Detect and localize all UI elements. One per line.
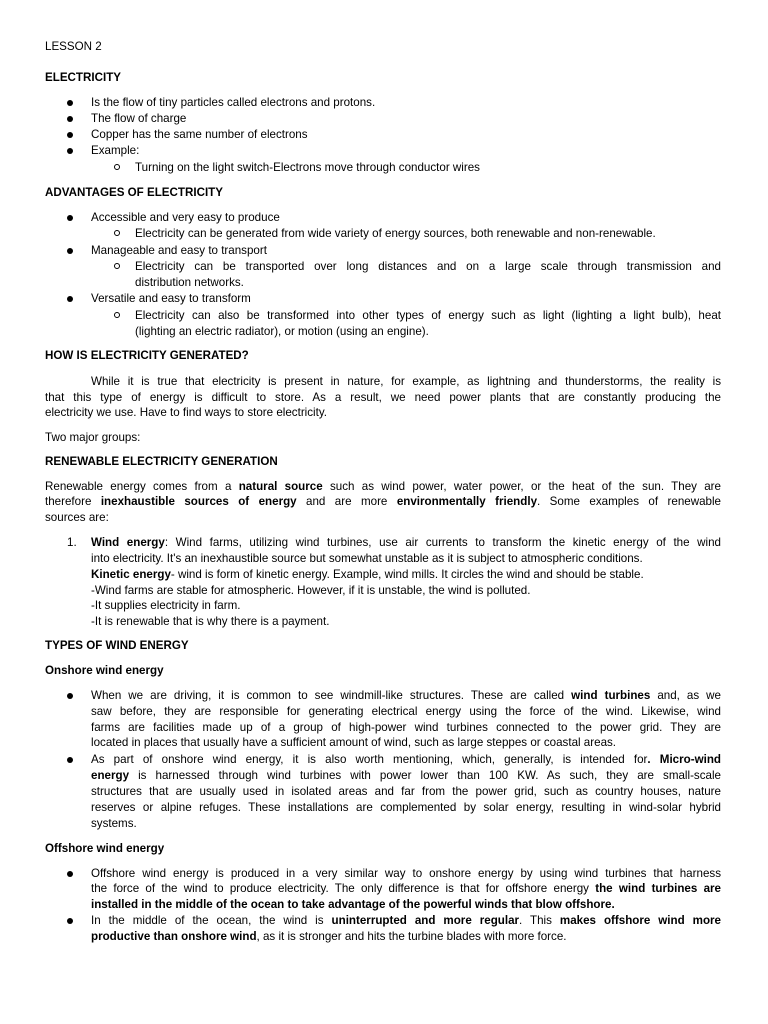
wind-energy-line: into electricity. It's an inexhaustible source but somewhat unstable as it is subject to atmospheric conditions. xyxy=(91,552,643,565)
lesson-label: LESSON 2 xyxy=(45,40,102,53)
sub-list-item: distribution networks. xyxy=(135,276,244,289)
list-number: 1. xyxy=(67,536,77,549)
list-item: Accessible and very easy to produce xyxy=(91,211,280,224)
paragraph-line: reserves or alpine refuges. These installations are complemented by solar energy, resulting in wind-solar hybrid xyxy=(91,801,721,814)
circle-bullet-icon xyxy=(114,312,120,318)
note-line: -It supplies electricity in farm. xyxy=(91,599,241,612)
advantages-heading: ADVANTAGES OF ELECTRICITY xyxy=(45,186,223,199)
sub-list-item: Turning on the light switch-Electrons move through conductor wires xyxy=(135,161,480,174)
renewable-heading: RENEWABLE ELECTRICITY GENERATION xyxy=(45,455,278,468)
list-item: Copper has the same number of electrons xyxy=(91,128,308,141)
list-item: The flow of charge xyxy=(91,112,187,125)
paragraph-line: installed in the middle of the ocean to take advantage of the powerful winds that blow offshore. xyxy=(91,898,615,911)
bullet-icon xyxy=(67,918,73,924)
paragraph-line: systems. xyxy=(91,817,137,830)
list-item: Example: xyxy=(91,144,140,157)
paragraph-line: productive than onshore wind, as it is stronger and hits the turbine blades with more force. xyxy=(91,930,567,943)
bullet-icon xyxy=(67,757,73,763)
groups-label: Two major groups: xyxy=(45,431,141,444)
note-line: -It is renewable that is why there is a payment. xyxy=(91,615,330,628)
paragraph-line: As part of onshore wind energy, it is also worth mentioning, which, generally, is intended for. Micro-wind xyxy=(91,753,721,766)
paragraph-line: located in places that usually have a sufficient amount of wind, such as large steppes or coastal areas. xyxy=(91,736,617,749)
paragraph-line: that this type of energy is difficult to store. As a result, we need power plants that are constantly producing the xyxy=(45,391,721,404)
sub-list-item: Electricity can also be transformed into other types of energy such as light (lighting a light bulb), heat xyxy=(135,309,721,322)
offshore-heading: Offshore wind energy xyxy=(45,842,165,855)
bullet-icon xyxy=(67,296,73,302)
paragraph-line: When we are driving, it is common to see windmill-like structures. These are called wind turbines and, as we xyxy=(91,689,721,702)
types-heading: TYPES OF WIND ENERGY xyxy=(45,639,189,652)
bullet-icon xyxy=(67,215,73,221)
bullet-icon xyxy=(67,116,73,122)
note-line: -Wind farms are stable for atmospheric. However, if it is unstable, the wind is polluted. xyxy=(91,584,531,597)
circle-bullet-icon xyxy=(114,164,120,170)
bullet-icon xyxy=(67,693,73,699)
paragraph-line: farms are facilities made up of a group of high-power wind turbines connected to the power grid. They are xyxy=(91,721,721,734)
paragraph-line: While it is true that electricity is present in nature, for example, as lightning and thunderstorms, the reality is xyxy=(91,375,721,388)
paragraph-line: electricity we use. Have to find ways to store electricity. xyxy=(45,406,328,419)
kinetic-energy-line: Kinetic energy- wind is form of kinetic energy. Example, wind mills. It circles the wind and should be stable. xyxy=(91,568,644,581)
circle-bullet-icon xyxy=(114,263,120,269)
list-item: Manageable and easy to transport xyxy=(91,244,267,257)
paragraph-line: saw before, they are responsible for generating electrical energy using the force of the wind. Likewise, wind xyxy=(91,705,721,718)
sub-list-item: (lighting an electric radiator), or motion (using an engine). xyxy=(135,325,429,338)
paragraph-line: Renewable energy comes from a natural source such as wind power, water power, or the heat of the sun. They are xyxy=(45,480,721,493)
generated-heading: HOW IS ELECTRICITY GENERATED? xyxy=(45,349,249,362)
bullet-icon xyxy=(67,132,73,138)
sub-list-item: Electricity can be generated from wide variety of energy sources, both renewable and non-renewable. xyxy=(135,227,656,240)
electricity-heading: ELECTRICITY xyxy=(45,71,122,84)
list-item: Is the flow of tiny particles called electrons and protons. xyxy=(91,96,376,109)
paragraph-line: energy is harnessed through wind turbines with power lower than 100 KW. As such, they are small-scale xyxy=(91,769,721,782)
circle-bullet-icon xyxy=(114,230,120,236)
bullet-icon xyxy=(67,100,73,106)
paragraph-line: In the middle of the ocean, the wind is uninterrupted and more regular. This makes offshore wind more xyxy=(91,914,722,927)
sub-list-item: Electricity can be transported over long distances and on a large scale through transmission and xyxy=(135,260,721,273)
onshore-heading: Onshore wind energy xyxy=(45,664,164,677)
bullet-icon xyxy=(67,248,73,254)
paragraph-line: structures that are usually used in isolated areas and far from the power grid, such as country houses, nature xyxy=(91,785,721,798)
paragraph-line: therefore inexhaustible sources of energy and are more environmentally friendly. Some examples of renewable xyxy=(45,495,722,508)
paragraph-line: sources are: xyxy=(45,511,109,524)
paragraph-line: Offshore wind energy is produced in a very similar way to onshore energy by using wind turbines that harness xyxy=(91,867,721,880)
wind-energy-line: Wind energy: Wind farms, utilizing wind turbines, use air currents to transform the kinetic energy of the wind xyxy=(91,536,721,549)
bullet-icon xyxy=(67,871,73,877)
paragraph-line: the force of the wind to produce electricity. The only difference is that for offshore energy the wind turbines are xyxy=(91,882,721,895)
bullet-icon xyxy=(67,148,73,154)
list-item: Versatile and easy to transform xyxy=(91,292,251,305)
